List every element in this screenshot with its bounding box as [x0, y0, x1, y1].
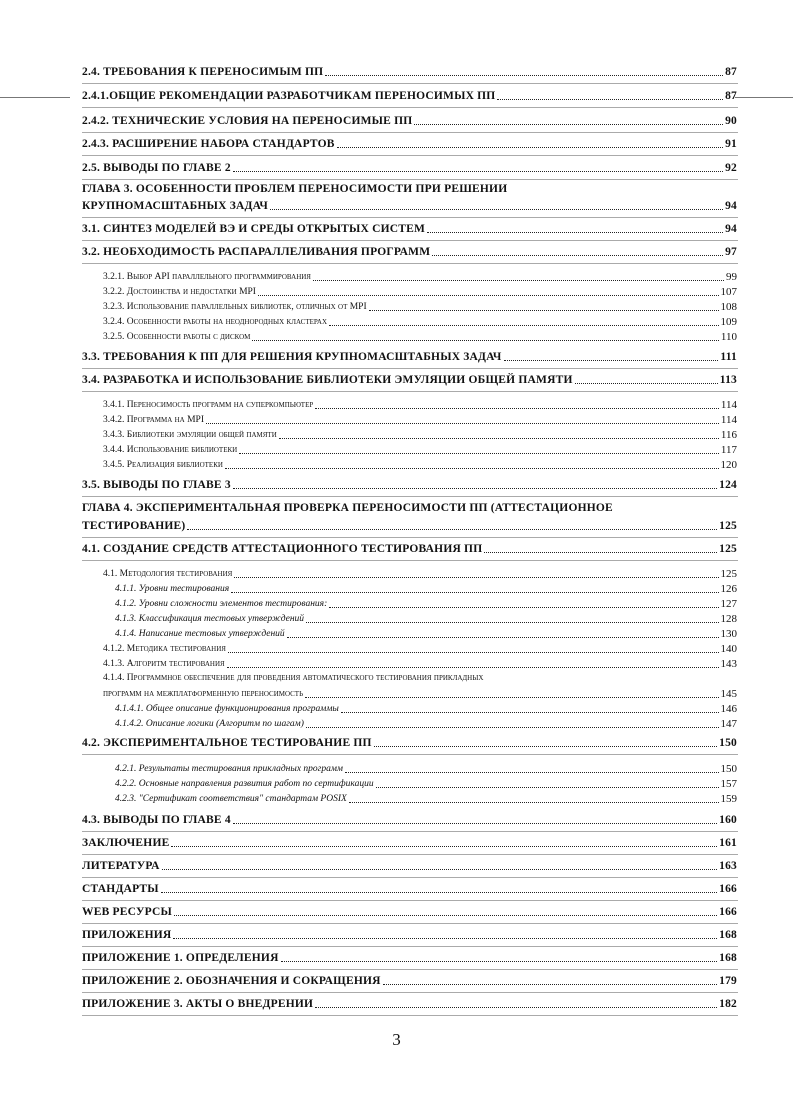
toc-entry-page: 111	[720, 350, 737, 363]
toc-entry-title: ПРИЛОЖЕНИЕ 1. ОПРЕДЕЛЕНИЯ	[82, 951, 279, 964]
toc-entry-page: 113	[719, 373, 737, 386]
toc-entry-page: 90	[725, 114, 737, 127]
separator-rule	[82, 560, 738, 561]
dot-leader	[279, 438, 719, 439]
toc-entry	[82, 838, 737, 850]
toc-entry-page: 166	[719, 882, 737, 895]
toc-entry-page: 114	[720, 398, 737, 411]
toc-entry-page: 145	[720, 687, 737, 700]
dot-leader	[233, 823, 717, 824]
toc-entry	[103, 644, 737, 655]
dot-leader	[575, 383, 718, 384]
toc-entry-title: 4.1.4. Написание тестовых утверждений	[115, 629, 285, 639]
separator-rule	[82, 368, 738, 369]
toc-entry-title: 2.4.1.ОБЩИЕ РЕКОМЕНДАЦИИ РАЗРАБОТЧИКАМ ПЕРЕНОСИМЫХ ПП	[82, 89, 496, 102]
toc-entry-title: 3.4.4. Использование библиотеки	[103, 445, 238, 455]
toc-entry	[82, 247, 737, 259]
separator-rule	[82, 263, 738, 264]
toc-entry-title: СТАНДАРТЫ	[82, 882, 159, 895]
toc-entry-page: 157	[720, 777, 737, 790]
toc-entry	[82, 953, 737, 965]
dot-leader	[306, 622, 718, 623]
toc-entry	[82, 738, 737, 750]
dot-leader	[306, 727, 719, 728]
toc-entry-title: 3.4.2. Программа на MPI	[103, 415, 205, 425]
separator-rule	[82, 83, 738, 84]
toc-entry-title-line1: ГЛАВА 4. ЭКСПЕРИМЕНТАЛЬНАЯ ПРОВЕРКА ПЕРЕНОСИМОСТИ ПП (АТТЕСТАЦИОННОЕ	[82, 501, 613, 514]
toc-entry	[82, 116, 737, 128]
toc-entry-page: 107	[720, 285, 737, 298]
dot-leader	[239, 453, 719, 454]
dot-leader	[225, 468, 719, 469]
toc-entry-page: 150	[720, 762, 737, 775]
dot-leader	[345, 772, 719, 773]
toc-entry-title: 4.2.3. "Сертификат соответствия" стандартам POSIX	[115, 794, 347, 804]
toc-entry-title: 3.4. РАЗРАБОТКА И ИСПОЛЬЗОВАНИЕ БИБЛИОТЕКИ ЭМУЛЯЦИИ ОБЩЕЙ ПАМЯТИ	[82, 373, 573, 386]
toc-entry-page: 108	[720, 300, 737, 313]
dot-leader	[174, 915, 717, 916]
dot-leader	[227, 667, 719, 668]
separator-rule	[82, 992, 738, 993]
toc-entry	[82, 930, 737, 942]
toc-entry-page: 140	[720, 642, 737, 655]
toc-entry	[82, 352, 737, 364]
toc-entry-page: 124	[719, 478, 737, 491]
separator-rule	[82, 155, 738, 156]
toc-entry-page: 125	[719, 519, 737, 532]
toc-entry-title: 4.1. СОЗДАНИЕ СРЕДСТВ АТТЕСТАЦИОННОГО ТЕСТИРОВАНИЯ ПП	[82, 542, 483, 555]
toc-entry	[82, 67, 737, 79]
toc-entry	[82, 815, 737, 827]
toc-entry	[115, 599, 737, 610]
dot-leader	[504, 360, 719, 361]
toc-entry	[115, 614, 737, 625]
dot-leader	[349, 802, 719, 803]
toc-entry	[82, 521, 737, 533]
separator-rule	[82, 107, 738, 108]
toc-entry-page: 94	[725, 199, 737, 212]
separator-rule	[82, 900, 738, 901]
dot-leader	[337, 147, 723, 148]
separator-rule	[82, 240, 738, 241]
separator-rule	[82, 391, 738, 392]
toc-entry-page: 92	[725, 161, 737, 174]
separator-rule	[82, 217, 738, 218]
toc-entry-page: 99	[726, 270, 737, 283]
toc-entry-title: 4.2.1. Результаты тестирования прикладных программ	[115, 764, 343, 774]
dot-leader	[171, 846, 717, 847]
separator-rule	[82, 946, 738, 947]
toc-entry-page: 160	[719, 813, 737, 826]
dot-leader	[258, 295, 719, 296]
dot-leader	[173, 938, 717, 939]
toc-entry-page: 127	[720, 597, 737, 610]
toc-entry-title: 4.1.4.2. Описание логики (Алгоритм по шагам)	[115, 719, 304, 729]
dot-leader	[228, 652, 719, 653]
toc-entry-title: 2.4.2. ТЕХНИЧЕСКИЕ УСЛОВИЯ НА ПЕРЕНОСИМЫЕ ПП	[82, 114, 413, 127]
toc-entry-title: 3.2. НЕОБХОДИМОСТЬ РАСПАРАЛЛЕЛИВАНИЯ ПРОГРАММ	[82, 245, 431, 258]
dot-leader	[233, 488, 717, 489]
toc-entry	[82, 224, 737, 236]
dot-leader	[427, 232, 723, 233]
dot-leader	[432, 255, 723, 256]
toc-entry-title: ПРИЛОЖЕНИЕ 3. АКТЫ О ВНЕДРЕНИИ	[82, 997, 314, 1010]
toc-entry-page: 117	[720, 443, 737, 456]
dot-leader	[281, 961, 718, 962]
separator-rule	[82, 179, 738, 180]
toc-entry	[115, 584, 737, 595]
toc-entry	[103, 415, 737, 426]
separator-rule	[82, 754, 738, 755]
toc-entry-page: 126	[720, 582, 737, 595]
toc-entry-title: 4.1.4.1. Общее описание функционирования программы	[115, 704, 339, 714]
toc-entry-page: 109	[720, 315, 737, 328]
toc-entry	[82, 201, 737, 213]
toc-entry-title: 3.2.1. Выбор API параллельного программирования	[103, 272, 311, 282]
dot-leader	[206, 423, 719, 424]
toc-entry-title: 4.1.1. Уровни тестирования	[115, 584, 230, 594]
dot-leader	[414, 124, 723, 125]
dot-leader	[231, 592, 718, 593]
toc-entry-page: 87	[725, 65, 737, 78]
toc-entry	[82, 999, 737, 1011]
separator-rule	[82, 831, 738, 832]
toc-entry-title: 4.2.2. Основные направления развития работ по сертификации	[115, 779, 374, 789]
toc-entry-title: 4.1.3. Алгоритм тестирования	[103, 659, 225, 669]
toc-entry-page: 110	[720, 330, 737, 343]
toc-entry-page: 125	[720, 567, 737, 580]
toc-entry-page: 166	[719, 905, 737, 918]
toc-entry-page: 168	[719, 928, 737, 941]
toc-entry-page: 91	[725, 137, 737, 150]
dot-leader	[383, 984, 717, 985]
toc-entry-title: 3.1. СИНТЕЗ МОДЕЛЕЙ ВЭ И СРЕДЫ ОТКРЫТЫХ СИСТЕМ	[82, 222, 426, 235]
separator-rule	[82, 877, 738, 878]
toc-entry	[115, 704, 737, 715]
toc-entry-title: 4.3. ВЫВОДЫ ПО ГЛАВЕ 4	[82, 813, 231, 826]
toc-entry-title: 3.2.5. Особенности работы с диском	[103, 332, 251, 342]
toc-entry-title: 2.5. ВЫВОДЫ ПО ГЛАВЕ 2	[82, 161, 231, 174]
toc-entry-page: 143	[720, 657, 737, 670]
page-number: 3	[392, 1030, 401, 1049]
toc-entry	[82, 976, 737, 988]
toc-entry	[82, 907, 737, 919]
toc-entry-title: 4.1.3. Классификация тестовых утверждений	[115, 614, 305, 624]
toc-entry-title: ЗАКЛЮЧЕНИЕ	[82, 836, 170, 849]
toc-entry-title: программ на межплатформенную переносимость	[103, 689, 304, 699]
toc-entry-page: 94	[725, 222, 737, 235]
dot-leader	[187, 529, 717, 530]
toc-entry-title: 3.2.3. Использование параллельных библиотек, отличных от MPI	[103, 302, 367, 312]
dot-leader	[325, 75, 723, 76]
toc-entry-page: 161	[719, 836, 737, 849]
toc-entry	[103, 272, 737, 283]
toc-entry	[103, 430, 737, 441]
toc-entry-title: ПРИЛОЖЕНИЯ	[82, 928, 172, 941]
toc-entry	[103, 317, 737, 328]
toc-entry	[82, 163, 737, 175]
dot-leader	[305, 697, 718, 698]
toc-entry-title: 3.3. ТРЕБОВАНИЯ К ПП ДЛЯ РЕШЕНИЯ КРУПНОМАСШТАБНЫХ ЗАДАЧ	[82, 350, 502, 363]
toc-entry-title-line1: 4.1.4. Программное обеспечение для проведения автоматического тестирования прикладных	[103, 672, 484, 683]
toc-entry	[103, 689, 737, 700]
toc-entry	[103, 287, 737, 298]
separator-rule	[82, 854, 738, 855]
dot-leader	[484, 552, 717, 553]
toc-entry-title: 3.2.2. Достоинства и недостатки MPI	[103, 287, 256, 297]
toc-entry-page: 163	[719, 859, 737, 872]
toc-entry-page: 130	[720, 627, 737, 640]
toc-entry	[82, 91, 737, 103]
toc-entry-page: 147	[720, 717, 737, 730]
separator-rule	[82, 969, 738, 970]
dot-leader	[315, 408, 719, 409]
toc-entry-page: 182	[719, 997, 737, 1010]
toc-entry-title: WEB РЕСУРСЫ	[82, 905, 172, 918]
toc-entry	[82, 139, 737, 151]
toc-entry-title: 4.2. ЭКСПЕРИМЕНТАЛЬНОЕ ТЕСТИРОВАНИЕ ПП	[82, 736, 372, 749]
separator-rule	[82, 1015, 738, 1016]
toc-entry-page: 150	[719, 736, 737, 749]
toc-entry	[115, 794, 737, 805]
toc-entry-title: 3.4.3. Библиотеки эмуляции общей памяти	[103, 430, 277, 440]
dot-leader	[252, 340, 718, 341]
toc-entry	[115, 764, 737, 775]
toc-entry	[103, 659, 737, 670]
dot-leader	[233, 171, 723, 172]
dot-leader	[329, 607, 718, 608]
toc-entry-title: ТЕСТИРОВАНИЕ)	[82, 519, 186, 532]
toc-entry-title: ПРИЛОЖЕНИЕ 2. ОБОЗНАЧЕНИЯ И СОКРАЩЕНИЯ	[82, 974, 381, 987]
dot-leader	[315, 1007, 717, 1008]
toc-entry-page: 116	[720, 428, 737, 441]
toc-entry	[82, 861, 737, 873]
dot-leader	[497, 99, 723, 100]
toc-entry-page: 87	[725, 89, 737, 102]
separator-rule	[82, 496, 738, 497]
toc-entry-page: 120	[720, 458, 737, 471]
dot-leader	[270, 209, 723, 210]
separator-rule	[82, 132, 738, 133]
toc-entry	[103, 332, 737, 343]
toc-entry-page: 168	[719, 951, 737, 964]
toc-entry-page: 146	[720, 702, 737, 715]
dot-leader	[161, 892, 717, 893]
toc-entry-page: 179	[719, 974, 737, 987]
toc-entry-title: 2.4. ТРЕБОВАНИЯ К ПЕРЕНОСИМЫМ ПП	[82, 65, 324, 78]
toc-entry-title: 4.1.2. Уровни сложности элементов тестирования:	[115, 599, 328, 609]
toc-entry-title: 3.2.4. Особенности работы на неоднородных кластерах	[103, 317, 328, 327]
dot-leader	[341, 712, 719, 713]
toc-entry-title: 2.4.3. РАСШИРЕНИЕ НАБОРА СТАНДАРТОВ	[82, 137, 335, 150]
toc-entry	[82, 544, 737, 556]
separator-rule	[82, 923, 738, 924]
dot-leader	[369, 310, 719, 311]
dot-leader	[287, 637, 719, 638]
dot-leader	[376, 787, 719, 788]
toc-entry	[103, 445, 737, 456]
toc-entry	[103, 569, 737, 580]
toc-entry-title: 3.4.1. Переносимость программ на суперкомпьютер	[103, 400, 314, 410]
toc-entry-title: 3.4.5. Реализация библиотеки	[103, 460, 223, 470]
toc-entry	[115, 779, 737, 790]
toc-entry-page: 125	[719, 542, 737, 555]
toc-entry	[103, 302, 737, 313]
dot-leader	[313, 280, 724, 281]
toc-entry-page: 114	[720, 413, 737, 426]
toc-entry	[82, 375, 737, 387]
toc-entry-page: 97	[725, 245, 737, 258]
toc-entry-title: КРУПНОМАСШТАБНЫХ ЗАДАЧ	[82, 199, 268, 212]
toc-entry	[103, 460, 737, 471]
toc-entry	[115, 629, 737, 640]
toc-entry	[115, 719, 737, 730]
toc-entry-title: 4.1.2. Методика тестирования	[103, 644, 226, 654]
dot-leader	[329, 325, 718, 326]
toc-entry-title: ЛИТЕРАТУРА	[82, 859, 160, 872]
toc-entry	[82, 884, 737, 896]
toc-entry-page: 128	[720, 612, 737, 625]
toc-entry-title-line1: ГЛАВА 3. ОСОБЕННОСТИ ПРОБЛЕМ ПЕРЕНОСИМОСТИ ПРИ РЕШЕНИИ	[82, 182, 508, 195]
dot-leader	[234, 577, 718, 578]
dot-leader	[162, 869, 717, 870]
dot-leader	[374, 746, 717, 747]
separator-rule	[82, 537, 738, 538]
toc-entry-title: 4.1. Методология тестирования	[103, 569, 233, 579]
toc-entry-page: 159	[720, 792, 737, 805]
toc-entry	[103, 400, 737, 411]
toc-entry	[82, 480, 737, 492]
toc-entry-title: 3.5. ВЫВОДЫ ПО ГЛАВЕ 3	[82, 478, 231, 491]
